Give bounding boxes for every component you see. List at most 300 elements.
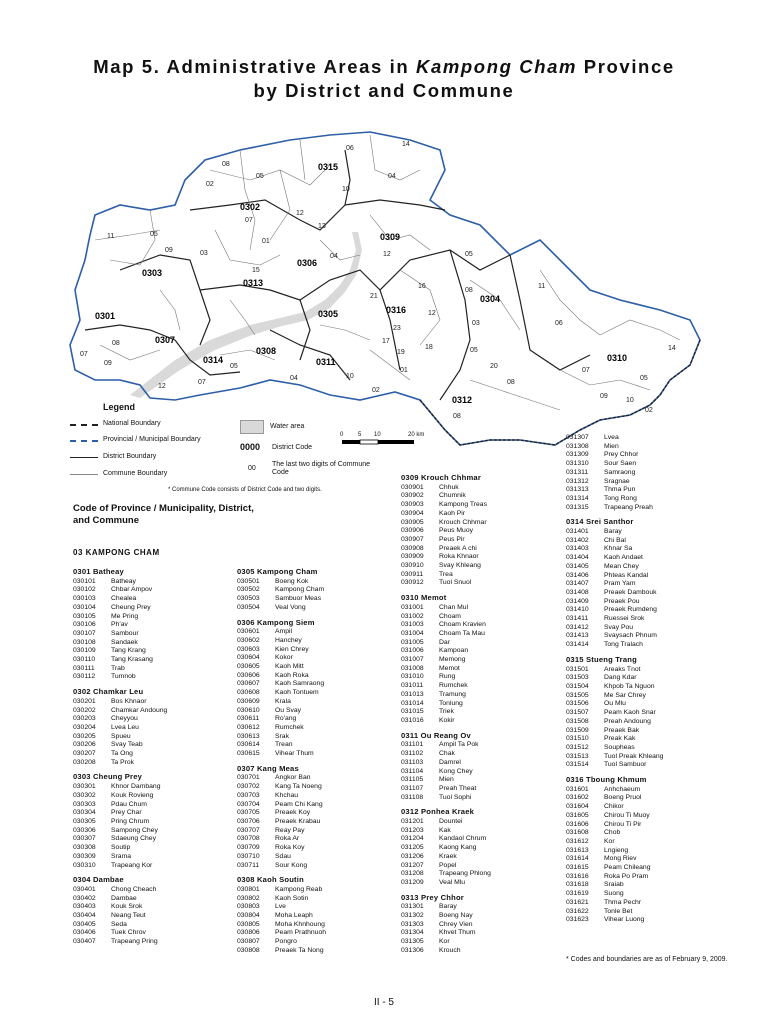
commune-code: 031107 — [401, 784, 424, 792]
commune-code: 031016 — [401, 716, 424, 724]
commune-code: 031414 — [566, 641, 589, 649]
commune-row — [401, 621, 491, 630]
commune-label: 20 — [490, 363, 498, 370]
commune-row — [237, 715, 326, 724]
commune-code: 030502 — [237, 586, 260, 594]
commune-code: 031410 — [566, 606, 589, 614]
commune-code: 031103 — [401, 758, 424, 766]
commune-row — [73, 938, 167, 947]
commune-row — [401, 844, 491, 853]
commune-code: 030705 — [237, 809, 260, 817]
commune-name: Tramung — [439, 690, 466, 698]
commune-code: 030711 — [237, 861, 260, 869]
commune-name: Vihear Thum — [275, 750, 314, 758]
commune-code: 030108 — [73, 638, 96, 646]
district-group — [237, 619, 326, 759]
commune-name: Veal Mlu — [439, 878, 466, 886]
commune-name: Sampong Chey — [111, 826, 158, 834]
commune-name: Roka Ar — [275, 835, 300, 843]
commune-code: 030308 — [73, 844, 96, 852]
legend-water-swatch — [240, 420, 264, 434]
commune-code: 030111 — [73, 664, 95, 672]
commune-code: 030609 — [237, 697, 260, 705]
district-label: 0304 — [480, 294, 501, 304]
commune-label: 07 — [80, 351, 88, 358]
commune-name: Damrel — [439, 758, 461, 766]
commune-row — [73, 759, 167, 768]
commune-row — [566, 589, 663, 598]
commune-name: Trapeang Kor — [111, 861, 153, 869]
commune-name: Pongro — [275, 938, 297, 946]
commune-label: 07 — [245, 217, 253, 224]
commune-row — [401, 484, 491, 493]
commune-label: 08 — [465, 287, 473, 294]
commune-row — [237, 586, 326, 595]
commune-name: Rung — [439, 673, 456, 681]
commune-name: Sambuor Meas — [275, 595, 322, 603]
commune-name: Ampil Ta Pok — [439, 741, 479, 749]
commune-label: 04 — [290, 375, 298, 382]
district-heading: 0307 Kang Meas — [237, 763, 299, 773]
commune-row — [401, 656, 491, 665]
commune-code: 030204 — [73, 723, 96, 731]
commune-name: Svay Pou — [604, 623, 634, 631]
commune-name: Moha Leaph — [275, 912, 313, 920]
commune-row — [566, 434, 663, 443]
commune-code: 030105 — [73, 612, 96, 620]
commune-row — [401, 938, 491, 947]
commune-label: 03 — [200, 250, 208, 257]
commune-name: Preak Kak — [604, 735, 636, 743]
commune-code: 030107 — [73, 629, 96, 637]
commune-code: 030601 — [237, 628, 260, 636]
commune-code: 030602 — [237, 636, 260, 644]
commune-code: 030202 — [73, 706, 96, 714]
commune-row — [566, 700, 663, 709]
district-heading: 0303 Cheung Prey — [73, 772, 143, 782]
commune-code: 031602 — [566, 794, 589, 802]
district-label: 0310 — [607, 353, 628, 363]
commune-name: Kaoh Samraong — [275, 680, 325, 688]
commune-name: Kong Chey — [439, 767, 473, 775]
commune-row — [73, 673, 167, 682]
commune-name: Boeng Kok — [275, 577, 309, 585]
commune-row — [73, 783, 167, 792]
commune-code: 030903 — [401, 501, 424, 509]
commune-row — [566, 469, 663, 478]
commune-name: Sour Saen — [604, 460, 637, 468]
commune-code: 031408 — [566, 588, 589, 596]
commune-row — [566, 864, 663, 873]
commune-code: 031304 — [401, 929, 424, 937]
commune-row — [401, 921, 491, 930]
commune-name: Preaek Koy — [275, 809, 311, 817]
commune-code: 030603 — [237, 645, 260, 653]
commune-name: Rumchek — [439, 682, 468, 690]
commune-name: Angkor Ban — [275, 774, 311, 782]
commune-name: Roka Po Pram — [604, 872, 649, 880]
commune-row — [566, 744, 663, 753]
district-label: 0306 — [297, 258, 318, 268]
commune-row — [401, 665, 491, 674]
commune-name: Kaong Kang — [439, 844, 477, 852]
commune-name: Roka Khnaor — [439, 553, 479, 561]
commune-row — [566, 563, 663, 572]
commune-name: Pdau Chum — [111, 800, 147, 808]
commune-code: 031007 — [401, 656, 424, 664]
commune-name: Dar — [439, 638, 450, 646]
commune-name: Sdau — [275, 852, 291, 860]
commune-code: 031315 — [566, 503, 589, 511]
commune-label: 08 — [453, 413, 461, 420]
commune-code: 031507 — [566, 709, 589, 717]
commune-name: Kien Chrey — [275, 645, 309, 653]
commune-label: 08 — [507, 379, 515, 386]
commune-row — [237, 809, 326, 818]
commune-row — [73, 853, 167, 862]
commune-label: 01 — [400, 367, 408, 374]
commune-name: Sambour — [111, 629, 139, 637]
commune-row — [237, 741, 326, 750]
commune-name: Sragnae — [604, 477, 630, 485]
commune-name: Choam Kravien — [439, 621, 486, 629]
district-heading: 0313 Prey Chhor — [401, 892, 464, 902]
commune-label: 10 — [346, 373, 354, 380]
legend-commune-line — [70, 474, 98, 475]
commune-code: 030701 — [237, 774, 260, 782]
commune-row — [73, 656, 167, 665]
commune-row — [73, 895, 167, 904]
commune-row — [566, 495, 663, 504]
commune-code: 030702 — [237, 783, 260, 791]
district-label: 0301 — [95, 311, 116, 321]
commune-label: 12 — [428, 310, 436, 317]
district-group — [401, 732, 491, 803]
commune-name: Tonle Bet — [604, 907, 633, 915]
commune-code: 031314 — [566, 494, 589, 502]
commune-code: 031209 — [401, 878, 424, 886]
commune-name: Kang Ta Noeng — [275, 783, 322, 791]
commune-code: 030307 — [73, 835, 96, 843]
commune-name: Khpob Ta Nguon — [604, 682, 655, 690]
commune-name: Peam Prathnuoh — [275, 929, 327, 937]
district-label: 0305 — [318, 309, 339, 319]
commune-name: Me Pring — [111, 612, 139, 620]
commune-label: 08 — [222, 161, 230, 168]
commune-code: 030804 — [237, 912, 260, 920]
commune-name: Chak — [439, 750, 455, 758]
commune-name: Sandaek — [111, 638, 138, 646]
commune-row — [566, 486, 663, 495]
commune-row — [401, 947, 491, 956]
district-group — [73, 773, 167, 870]
commune-label: 12 — [383, 251, 391, 258]
commune-name: Chumnik — [439, 492, 466, 500]
province-heading: 03 KAMPONG CHAM — [73, 548, 160, 557]
commune-name: Thma Pechr — [604, 898, 642, 906]
commune-row — [401, 853, 491, 862]
commune-name: Preaek Krabau — [275, 817, 321, 825]
commune-code: 030708 — [237, 835, 260, 843]
commune-row — [401, 708, 491, 717]
commune-code: 031311 — [566, 468, 589, 476]
commune-label: 09 — [600, 393, 608, 400]
commune-name: Chrey Vien — [439, 920, 473, 928]
district-column-3 — [401, 474, 491, 962]
district-group — [237, 568, 326, 613]
commune-code: 030612 — [237, 723, 260, 731]
commune-code: 031614 — [566, 855, 589, 863]
commune-row — [237, 929, 326, 938]
commune-name: Peus Muoy — [439, 527, 474, 535]
commune-row — [566, 753, 663, 762]
commune-code: 031601 — [566, 785, 589, 793]
commune-label: 04 — [388, 173, 396, 180]
commune-name: Kaoh Andaet — [604, 554, 643, 562]
commune-row — [566, 606, 663, 615]
commune-row — [73, 578, 167, 587]
commune-code: 030904 — [401, 509, 424, 517]
district-group — [566, 518, 663, 650]
commune-row — [73, 647, 167, 656]
commune-label: 09 — [104, 360, 112, 367]
commune-row — [237, 595, 326, 604]
district-group — [237, 876, 326, 955]
commune-code: 031503 — [566, 674, 589, 682]
commune-name: Svaysach Phnum — [604, 632, 657, 640]
commune-row — [73, 630, 167, 639]
commune-code: 030201 — [73, 697, 96, 705]
commune-name: Lve — [275, 903, 286, 911]
legend-district-code-label: District Code — [272, 444, 313, 451]
commune-code: 030604 — [237, 654, 260, 662]
commune-row — [73, 903, 167, 912]
commune-label: 05 — [470, 347, 478, 354]
commune-code: 031002 — [401, 612, 424, 620]
commune-code: 031010 — [401, 673, 424, 681]
commune-name: Roka Koy — [275, 844, 305, 852]
commune-code: 031004 — [401, 629, 424, 637]
commune-label: 02 — [645, 407, 653, 414]
commune-code: 030407 — [73, 938, 96, 946]
commune-code: 030402 — [73, 894, 96, 902]
commune-name: Trea — [439, 570, 453, 578]
commune-name: Kampong Cham — [275, 586, 325, 594]
commune-row — [401, 903, 491, 912]
commune-code: 031201 — [401, 818, 424, 826]
commune-name: Pram Yam — [604, 580, 636, 588]
commune-name: Tang Krang — [111, 647, 146, 655]
district-label: 0311 — [316, 357, 336, 367]
commune-code: 031105 — [401, 776, 424, 784]
district-column-4 — [566, 434, 663, 931]
commune-label: 14 — [668, 345, 676, 352]
commune-code: 030205 — [73, 732, 96, 740]
commune-row — [237, 774, 326, 783]
commune-name: Memong — [439, 656, 466, 664]
commune-name: Popel — [439, 861, 457, 869]
commune-name: Baray — [439, 903, 457, 911]
commune-name: Kraek — [439, 852, 457, 860]
commune-code: 030611 — [237, 715, 260, 723]
commune-row — [401, 604, 491, 613]
commune-name: Choam Ta Mau — [439, 629, 485, 637]
commune-code: 031101 — [401, 741, 424, 749]
commune-code: 031604 — [566, 803, 589, 811]
commune-row — [401, 862, 491, 871]
commune-name: Cheung Prey — [111, 603, 151, 611]
commune-row — [401, 639, 491, 648]
commune-code: 030501 — [237, 577, 260, 585]
commune-row — [73, 801, 167, 810]
commune-code: 030401 — [73, 885, 96, 893]
commune-row — [73, 707, 167, 716]
commune-row — [401, 827, 491, 836]
district-label: 0315 — [318, 162, 339, 172]
commune-code: 031505 — [566, 691, 589, 699]
commune-label: 03 — [472, 320, 480, 327]
legend-district-label: District Boundary — [103, 453, 157, 460]
commune-code: 031413 — [566, 632, 589, 640]
commune-code: 031501 — [566, 665, 589, 673]
commune-code: 031508 — [566, 717, 589, 725]
commune-name: Soutip — [111, 844, 131, 852]
commune-name: Dountei — [439, 818, 463, 826]
commune-name: Kaoh Tontuem — [275, 689, 319, 697]
commune-row — [237, 886, 326, 895]
legend-commune-label: Commune Boundary — [103, 470, 168, 477]
commune-code: 031305 — [401, 938, 424, 946]
commune-row — [237, 827, 326, 836]
commune-code: 030206 — [73, 741, 96, 749]
commune-row — [566, 890, 663, 899]
commune-row — [566, 504, 663, 513]
commune-code: 031406 — [566, 571, 589, 579]
commune-name: Krala — [275, 697, 291, 705]
scale-tick-20: 20 km — [408, 432, 425, 438]
commune-code: 031504 — [566, 682, 589, 690]
commune-row — [566, 786, 663, 795]
commune-name: Tong Tralach — [604, 641, 643, 649]
commune-name: Phteas Kandal — [604, 571, 649, 579]
commune-row — [73, 595, 167, 604]
commune-code: 031206 — [401, 852, 424, 860]
commune-code: 030905 — [401, 518, 424, 526]
commune-row — [401, 691, 491, 700]
commune-name: Kak — [439, 826, 451, 834]
commune-name: Peam Chi Kang — [275, 800, 323, 808]
district-label: 0309 — [380, 232, 401, 242]
commune-name: Preaek Pou — [604, 597, 640, 605]
commune-row — [401, 673, 491, 682]
commune-code: 031301 — [401, 903, 424, 911]
commune-row — [73, 750, 167, 759]
commune-name: Kampong Treas — [439, 501, 487, 509]
commune-row — [566, 674, 663, 683]
commune-name: Ro'ang — [275, 715, 297, 723]
commune-label: 11 — [538, 283, 546, 290]
commune-row — [566, 460, 663, 469]
commune-row — [237, 912, 326, 921]
commune-code: 030805 — [237, 920, 260, 928]
commune-name: Tuol Preak Khleang — [604, 752, 664, 760]
district-heading: 0315 Stueng Trang — [566, 654, 637, 664]
commune-row — [237, 628, 326, 637]
commune-code: 031403 — [566, 545, 589, 553]
commune-name: Chi Bal — [604, 536, 626, 544]
commune-row — [73, 586, 167, 595]
commune-name: Chbar Ampov — [111, 586, 153, 594]
scale-tick-0: 0 — [340, 432, 344, 438]
map-title: Map 5. Administrative Areas in Kampong Cham Province by District and Commune — [93, 56, 675, 101]
commune-code: 030305 — [73, 817, 96, 825]
commune-row — [566, 727, 663, 736]
commune-row — [566, 632, 663, 641]
commune-code: 031605 — [566, 811, 589, 819]
national-boundary — [420, 340, 700, 445]
commune-name: Samraong — [604, 468, 636, 476]
commune-row — [401, 835, 491, 844]
commune-label: 05 — [230, 363, 238, 370]
commune-name: Kaoh Mitt — [275, 663, 304, 671]
commune-label: 06 — [555, 320, 563, 327]
commune-code: 030610 — [237, 706, 260, 714]
commune-row — [401, 870, 491, 879]
commune-name: Vihear Luong — [604, 916, 645, 924]
commune-name: Boeng Pruol — [604, 794, 642, 802]
commune-code: 030608 — [237, 689, 260, 697]
commune-label: 23 — [393, 325, 401, 332]
commune-name: Tuol Sophi — [439, 793, 472, 801]
commune-name: Preah Andoung — [604, 717, 651, 725]
commune-row — [566, 829, 663, 838]
district-column-2 — [237, 568, 326, 962]
commune-row — [401, 929, 491, 938]
commune-row — [566, 537, 663, 546]
commune-code: 030806 — [237, 929, 260, 937]
commune-row — [237, 818, 326, 827]
commune-name: Lvea — [604, 434, 619, 441]
commune-name: Prey Chhor — [604, 451, 639, 459]
commune-name: Lvea Leu — [111, 723, 139, 731]
legend-district-line — [70, 457, 98, 458]
commune-code: 030110 — [73, 656, 96, 664]
commune-name: Moha Khnhoung — [275, 920, 325, 928]
commune-row — [566, 641, 663, 650]
district-heading: 0302 Chamkar Leu — [73, 687, 144, 697]
commune-name: Trapeang Pring — [111, 938, 158, 946]
commune-name: Tuek Chrov — [111, 929, 146, 937]
commune-row — [566, 812, 663, 821]
commune-code: 030707 — [237, 826, 260, 834]
commune-code: 030203 — [73, 715, 96, 723]
commune-row — [566, 855, 663, 864]
commune-row — [566, 718, 663, 727]
commune-code: 030808 — [237, 946, 260, 954]
commune-name: Neang Teut — [111, 912, 146, 920]
commune-code: 031405 — [566, 562, 589, 570]
commune-name: Srak — [275, 732, 289, 740]
commune-code: 030906 — [401, 527, 424, 535]
commune-row — [237, 792, 326, 801]
commune-row — [237, 853, 326, 862]
district-heading: 0306 Kampong Siem — [237, 617, 315, 627]
commune-row — [237, 862, 326, 871]
district-group — [401, 894, 491, 956]
commune-row — [237, 680, 326, 689]
commune-row — [566, 615, 663, 624]
commune-row — [401, 647, 491, 656]
